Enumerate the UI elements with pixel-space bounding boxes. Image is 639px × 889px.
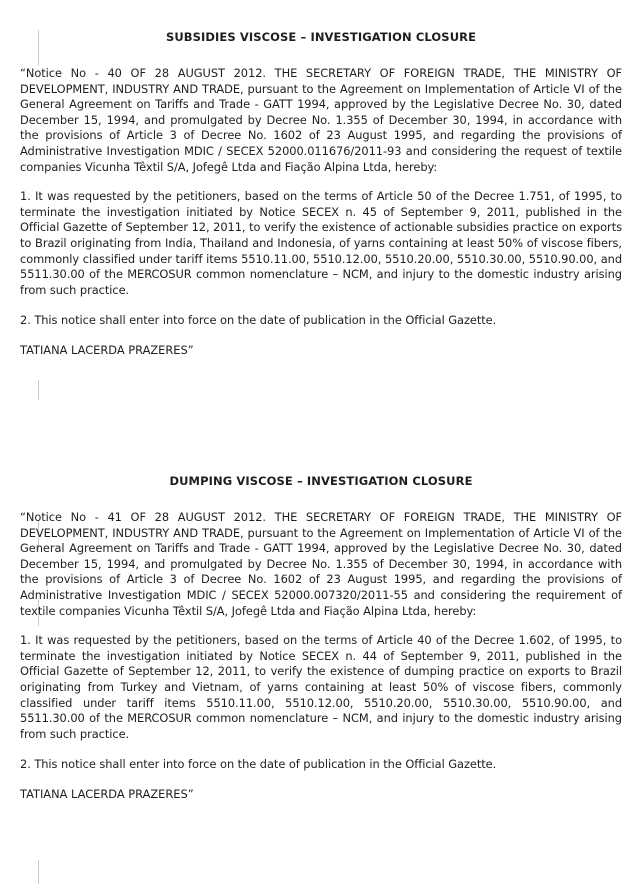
notice-item-1: 1. It was requested by the petitioners, based on the terms of Article 50 of the Decree 1.751, of 1995, to terminate the investigation initiated by Notice SECEX n. 45 of September 9, 2011, published in the Official Gazette of September 12, 2011, to verify the existence of actionable subsidies practice on exports to Brazil originating from India, Thailand and Indonesia, of yarns containing at least 50% of viscose fibers, commonly classified under tariff items 5510.11.00, 5510.12.00, 5510.20.00, 5510.30.00, 5510.90.00, and 5511.30.00 of the MERCOSUR common nomenclature – NCM, and injury to the domestic industry arising from such practice. [20, 189, 622, 297]
notice-item-1: 1. It was requested by the petitioners, based on the terms of Article 40 of the Decree 1.602, of 1995, to terminate the investigation initiated by Notice SECEX n. 44 of September 9, 2011, published in the Official Gazette of September 12, 2011, to verify the existence of dumping practice on exports to Brazil originating from Turkey and Vietnam, of yarns containing at least 50% of viscose fibers, commonly classified under tariff items 5510.11.00, 5510.12.00, 5510.20.00, 5510.30.00, 5510.90.00, and 5511.30.00 of the MERCOSUR common nomenclature – NCM, and injury to the domestic industry arising from such practice. [20, 633, 622, 741]
scan-artifact-line [38, 380, 39, 400]
scan-artifact-line [38, 860, 39, 884]
signature: TATIANA LACERDA PRAZERES” [20, 342, 194, 357]
notice-item-2: 2. This notice shall enter into force on the date of publication in the Official Gazette. [20, 313, 497, 328]
dumping-section [20, 474, 622, 803]
subsidies-section [20, 30, 622, 359]
section-heading: SUBSIDIES VISCOSE – INVESTIGATION CLOSURE [165, 30, 477, 44]
notice-intro: “Notice No - 40 OF 28 AUGUST 2012. THE SECRETARY OF FOREIGN TRADE, THE MINISTRY OF DEVELOPMENT, INDUSTRY AND TRADE, pursuant to the Agreement on Implementation of Article VI of the General Agreement on Tariffs and Trade - GATT 1994, approved by the Legislative Decree No. 30, dated December 15, 1994, and promulgated by Decree No. 1.355 of December 30, 1994, in accordance with the provisions of Article 3 of Decree No. 1602 of 23 August 1995, and regarding the provisions of Administrative Investigation MDIC / SECEX 52000.011676/2011-93 and considering the request of textile companies Vicunha Têxtil S/A, Jofegê Ltda and Fiação Alpina Ltda, hereby: [20, 66, 622, 174]
notice-item-2: 2. This notice shall enter into force on the date of publication in the Official Gazette. [20, 757, 497, 772]
notice-intro: “Notice No - 41 OF 28 AUGUST 2012. THE SECRETARY OF FOREIGN TRADE, THE MINISTRY OF DEVELOPMENT, INDUSTRY AND TRADE, pursuant to the Agreement on Implementation of Article VI of the General Agreement on Tariffs and Trade - GATT 1994, approved by the Legislative Decree No. 30, dated December 15, 1994, and promulgated by Decree No. 1.355 of December 30, 1994, in accordance with the provisions of Article 3 of Decree No. 1602 of 23 August 1995, and regarding the provisions of Administrative Investigation MDIC / SECEX 52000.007320/2011-55 and considering the requirement of textile companies Vicunha Têxtil S/A, Jofegê Ltda and Fiação Alpina Ltda, hereby: [20, 510, 622, 618]
signature: TATIANA LACERDA PRAZERES” [20, 786, 194, 801]
section-heading: DUMPING VISCOSE – INVESTIGATION CLOSURE [169, 474, 473, 488]
